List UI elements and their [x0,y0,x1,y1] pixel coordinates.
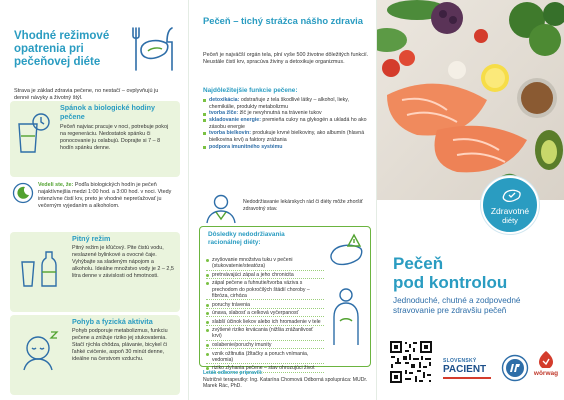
consequence-item: zvýšené riziko krvácania (nižšia zrážanlivosť krvi) [206,327,324,341]
water-bottle-icon [18,246,62,290]
panel-cover [376,0,564,400]
consequences-heading: Dôsledky nedodržiavania racionálnej diéty: [208,231,285,246]
badge-line2: diéty [502,216,518,225]
glass-clock-icon [16,112,52,156]
logo1-top: SLOVENSKÝ [443,358,477,364]
cover-title-line2: pod kontrolou [393,273,508,292]
consequence-item: zápal pečene a fuhnutie/tvorba väziva s prechodom do pokročilých štádií choroby – fibróza, cirhóza [206,280,324,300]
badge-line1: Zdravotné [490,206,530,216]
panel-lifestyle [0,0,188,400]
diet-badge [481,176,539,234]
activity-heading: Pohyb a fyzická aktivita [72,317,153,326]
preparers-names: Nutričné terapeutky: Ing. Katarína Chomová Odborná spolupráca: MUDr. Marek Rác, PhD. [203,376,368,390]
cover-subtitle: Jednoduché, chutné a zodpovedné stravovanie pre zdravšiu pečeň [393,296,521,315]
preparers-label: Leták odborne pripravili: [203,370,263,376]
slovensky-pacient-logo [439,356,497,382]
drinking-text: Pitný režim je kľúčový. Pite čistú vodu, neslazené bylinkové a ovocné čaje. Vyhýbajte sa sladeným nápojom a alkoholu. Ideálne množstvo vody je 2 – 2,5 litra denne v závislosti od hmotnosti. [72,245,174,279]
person-silhouette-icon [326,287,366,347]
cover-title-line1: Pečeň [393,254,444,273]
doctor-icon [203,192,239,224]
liver-check-icon [502,186,522,204]
function-item: tvorba bielkovín: produkuje krvné bielkoviny, ako albumín (hlavná bielkovina krvi) a faktory zrážania [203,130,369,143]
sleep-text: Pečeň najviac pracuje v noci, potrebuje pokoj na regeneráciu. Nedostatok spánku či ponocovanie ju oslabujú. Doprajte si 7 – 8 hodín spánku denne. [60,124,169,151]
panel2-title: Pečeň – tichý strážca nášho zdravia [203,15,363,26]
did-you-know-lead: Vedeli ste, že: [38,182,74,188]
consequence-item: slabší účinok liekov alebo ich hromadenie v tele [206,319,324,326]
diet-note: Nedodržiavanie lekárskych rád či diéty môže zhoršiť zdravotný stav. [243,199,363,212]
worwag-mark-icon [538,350,554,368]
logo1-main: PACIENT [443,364,487,375]
did-you-know-body: Podľa biologických hodín je pečeň najaktívnejšia medzi 1:00 hod. a 3:00 hod. v noci. Vtedy intenzívne čistí krv, preto je vhodné nepreťažovať ju večerným vyjedaním a alkoholom. [38,182,172,209]
consequences-box [199,226,371,372]
functions-list [203,97,369,150]
function-item: podpora imunitného systému [203,144,369,151]
function-item: skladovanie energie: premieňa cukry na glykogén a ukladá ho ako zásobu energie [203,117,369,130]
consequences-list [206,257,324,374]
panel1-title: Vhodné režimové opatrenia pri pečeňovej diéte [14,30,110,68]
sleep-heading: Spánok a biologické hodiny pečene [60,103,156,121]
moon-clock-icon [12,182,34,204]
association-seal-logo [501,354,529,382]
consequence-item: vznik ožltnutia (žltačky a poruch vnímania, vedomia) [206,351,324,365]
preparers [203,370,373,390]
consequence-item: oslabenie/poruchy imunity [206,342,324,349]
panel-liver-info [188,0,376,400]
qr-code[interactable] [389,340,433,384]
food-photo [377,0,564,200]
sleeping-person-icon [18,326,64,372]
function-item: tvorba žlče: žlč je nevyhnutná na trávenie tukov [203,110,369,117]
logo1-underline [443,377,491,379]
panel1-intro: Strava je základ zdravia pečene, no nestačí – ovplyvňujú ju denné návyky a životný štýl. [14,88,159,101]
consequence-item: únava, slabosť a celková vyčerpanosť [206,310,324,317]
function-item: detoxikácia: odstraňuje z tela škodlivé látky – alkohol, lieky, chemikálie, produkty metabolizmu [203,97,369,110]
drinking-heading: Pitný režim [72,234,111,243]
consequence-item: zvyšovanie množstva tuku v pečeni (stukovatenie/steatóza) [206,257,324,271]
liver-warning-icon [326,233,366,271]
cover-title [393,254,507,292]
liver-cutlery-icon [128,22,180,76]
consequence-item: poruchy trávenia [206,302,324,309]
worwag-logo [531,350,561,386]
consequence-item: pretrvávajúci zápal a jeho chronicita [206,272,324,279]
worwag-text: wörwag [533,370,559,377]
consequence-item: riziko zlyhania pečene – stav ohrozujúci život [206,365,324,372]
activity-text: Pohyb podporuje metabolizmus, funkciu pečene a znižuje riziko jej stukovatenia. Stačí rýchla chôdza, plávanie, bicykel či ľahké cvičenie, aspoň 30 minút denne, ideálne na čerstvom vzduchu. [72,328,168,362]
did-you-know-text [38,182,178,210]
functions-heading: Najdôležitejšie funkcie pečene: [203,87,298,94]
panel2-intro: Pečeň je najväčší orgán tela, plní vyše 500 životne dôležitých funkcií. Neustále čistí krv, spracúva živiny a detoxikuje organizmus. [203,52,369,65]
